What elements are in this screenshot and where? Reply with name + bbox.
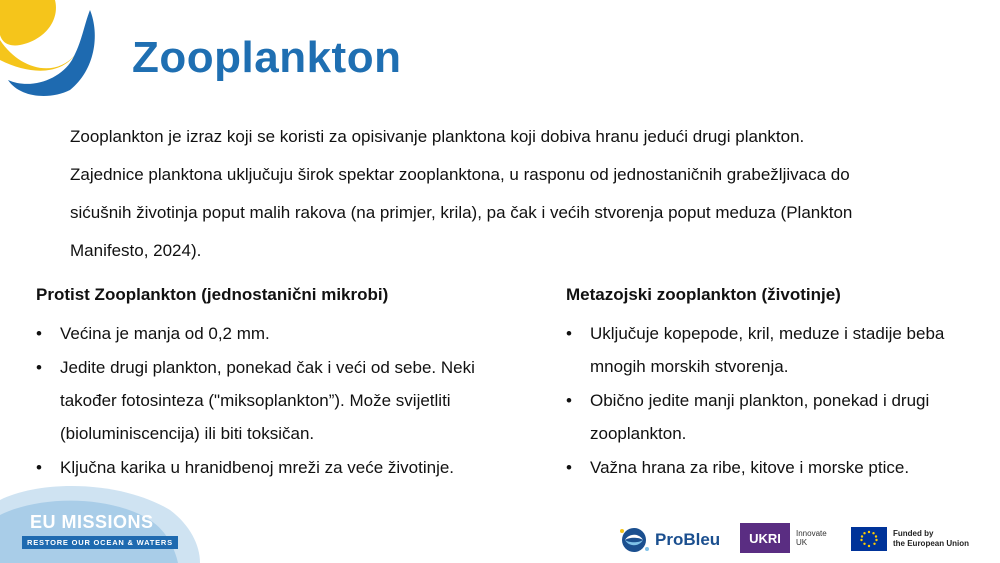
- intro-line: Zajednice planktona uključuju širok spektar zooplanktona, u rasponu od jednostaničnih grabežljivaca do: [70, 165, 850, 184]
- wave-logo-icon: [0, 0, 110, 100]
- bullet-text: Ključna karika u hranidbenoj mreži za veće životinje.: [60, 458, 455, 477]
- bullet-icon: •: [566, 324, 572, 343]
- bullet-text: Važna hrana za ribe, kitove i morske ptice.: [590, 458, 910, 477]
- intro-line: sićušnih životinja poput malih rakova (na primjer, krila), pa čak i većih stvorenja poput meduza (Plankton: [70, 203, 853, 222]
- list-item: [36, 317, 526, 350]
- probleu-logo: [617, 525, 720, 555]
- probleu-swirl-icon: [617, 525, 651, 555]
- bullet-icon: •: [566, 391, 572, 410]
- ukri-label-line: Innovate: [796, 529, 827, 538]
- eu-missions-label: EU MISSIONS: [30, 512, 154, 532]
- eu-funding-line: the European Union: [893, 539, 969, 548]
- ukri-label-line: UK: [796, 538, 808, 547]
- probleu-label: ProBleu: [655, 530, 721, 549]
- intro-paragraph: [70, 118, 950, 270]
- ukri-label: [796, 529, 827, 547]
- protist-heading: Protist Zooplankton (jednostanični mikrobi): [36, 285, 389, 304]
- list-item: [566, 451, 996, 484]
- protist-column: [36, 283, 526, 485]
- ukri-logo: [740, 523, 827, 553]
- eu-funding-logo: [851, 527, 969, 551]
- eu-flag-icon: [851, 527, 887, 551]
- eu-missions-sublabel: RESTORE OUR OCEAN & WATERS: [22, 536, 178, 549]
- list-item: [566, 384, 996, 450]
- bullet-icon: •: [36, 458, 42, 477]
- bullet-text: Obično jedite manji plankton, ponekad i drugi zooplankton.: [590, 391, 930, 443]
- ukri-mark: UKRI: [740, 523, 790, 553]
- eu-funding-line: Funded by: [893, 529, 934, 538]
- intro-line: Manifesto, 2024).: [70, 241, 202, 260]
- metazoan-heading: Metazojski zooplankton (životinje): [566, 285, 841, 304]
- eu-funding-label: [893, 529, 969, 549]
- bullet-icon: •: [36, 324, 42, 343]
- intro-line: Zooplankton je izraz koji se koristi za opisivanje planktona koji dobiva hranu jedući drugi plankton.: [70, 127, 805, 146]
- metazoan-bullet-list: [566, 317, 996, 484]
- list-item: [36, 351, 526, 450]
- page-title: Zooplankton: [132, 33, 402, 82]
- metazoan-column: [566, 283, 996, 485]
- bullet-text: Jedite drugi plankton, ponekad čak i veći od sebe. Neki također fotosinteza ("miksoplankton”). Može svijetliti (bioluminiscencija) ili biti toksičan.: [60, 358, 475, 443]
- bullet-icon: •: [566, 458, 572, 477]
- bullet-icon: •: [36, 358, 42, 377]
- protist-bullet-list: [36, 317, 526, 484]
- list-item: [566, 317, 996, 383]
- bullet-text: Uključuje kopepode, kril, meduze i stadije beba mnogih morskih stvorenja.: [590, 324, 945, 376]
- bullet-text: Većina je manja od 0,2 mm.: [60, 324, 270, 343]
